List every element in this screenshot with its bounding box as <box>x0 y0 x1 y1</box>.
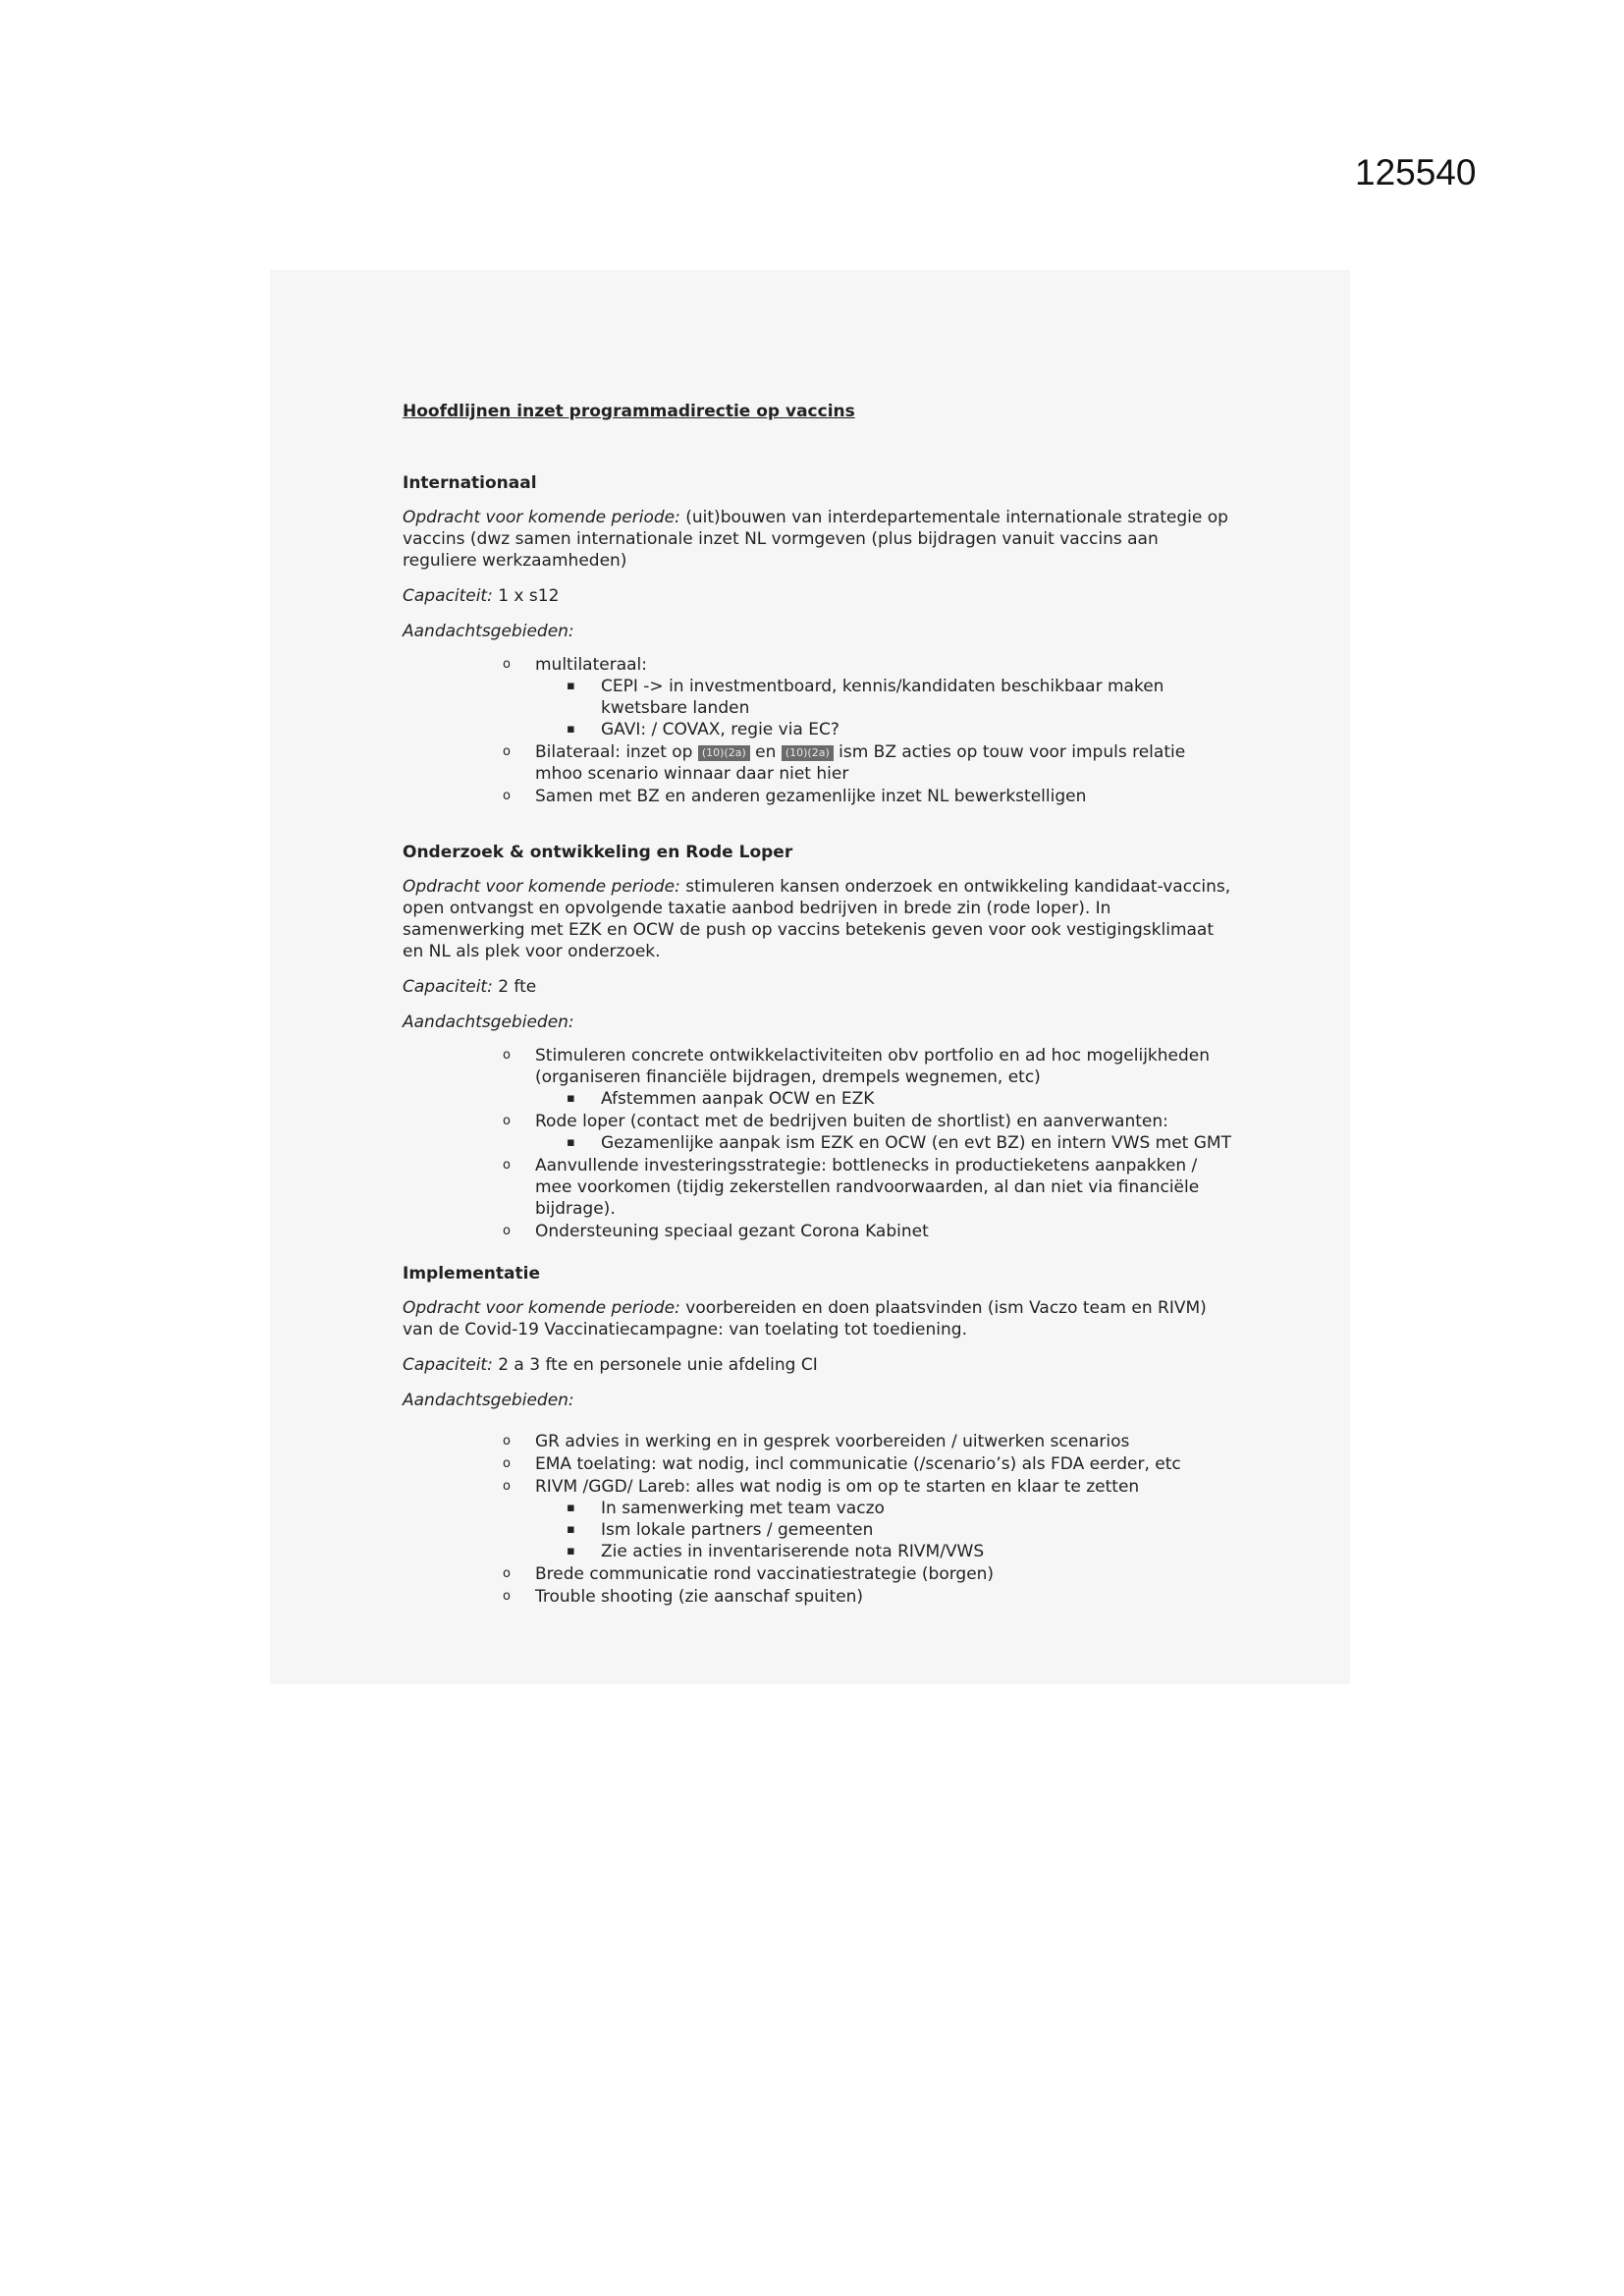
capacity-label: Capaciteit: <box>403 586 493 606</box>
attention-list <box>501 1045 1237 1242</box>
list-item-text: en <box>749 742 782 762</box>
list-item: o Ondersteuning speciaal gezant Corona Kabinet <box>501 1221 1237 1242</box>
list-item: o Brede communicatie rond vaccinatiestrategie (borgen) <box>501 1563 1237 1585</box>
attention-label: Aandachtsgebieden: <box>403 1391 574 1410</box>
sub-list-item: ▪ Afstemmen aanpak OCW en EZK <box>567 1088 1237 1110</box>
capacity-label: Capaciteit: <box>403 977 493 997</box>
section-heading: Internationaal <box>403 473 537 493</box>
list-item <box>501 1111 1237 1154</box>
capacity-text: 1 x s12 <box>492 586 560 606</box>
document-title: Hoofdlijnen inzet programmadirectie op vaccins <box>403 402 855 421</box>
assignment-paragraph <box>403 876 1237 962</box>
section-heading: Onderzoek & ontwikkeling en Rode Loper <box>403 843 793 862</box>
assignment-text: (uit)bouwen van interdepartementale internationale strategie op vaccins (dwz samen internationale inzet NL vormgeven (plus bijdragen vanuit vaccins aan reguliere werkzaamheden) <box>403 508 1228 571</box>
attention-label: Aandachtsgebieden: <box>403 622 574 641</box>
list-item-text: ism BZ acties op touw voor impuls relatie mhoo scenario winnaar daar niet hier <box>535 742 1186 784</box>
sub-list <box>567 1132 1237 1154</box>
assignment-text: voorbereiden en doen plaatsvinden (ism Vaczo team en RIVM) van de Covid-19 Vaccinatiecampagne: van toelating tot toediening. <box>403 1298 1207 1339</box>
sub-list-item: ▪ GAVI: / COVAX, regie via EC? <box>567 719 1237 740</box>
sub-list-item: ▪ Ism lokale partners / gemeenten <box>567 1519 1237 1541</box>
list-item: o EMA toelating: wat nodig, incl communicatie (/scenario’s) als FDA eerder, etc <box>501 1453 1237 1475</box>
section-onderzoek-ontwikkeling <box>403 842 1237 1242</box>
sub-list-item: ▪ In samenwerking met team vaczo <box>567 1498 1237 1519</box>
sub-list-item: ▪ CEPI -> in investmentboard, kennis/kandidaten beschikbaar maken kwetsbare landen <box>567 676 1237 719</box>
list-item <box>501 741 1237 785</box>
capacity-paragraph <box>403 585 1237 607</box>
sub-list-item: ▪ Gezamenlijke aanpak ism EZK en OCW (en evt BZ) en intern VWS met GMT <box>567 1132 1237 1154</box>
sub-list <box>567 1498 1237 1562</box>
list-item <box>501 1045 1237 1110</box>
document-number: 125540 <box>1355 152 1477 192</box>
attention-list <box>501 1431 1237 1608</box>
assignment-paragraph <box>403 1297 1237 1340</box>
list-item: o GR advies in werking en in gesprek voorbereiden / uitwerken scenarios <box>501 1431 1237 1452</box>
capacity-label: Capaciteit: <box>403 1355 493 1375</box>
list-item <box>501 654 1237 740</box>
capacity-paragraph <box>403 976 1237 998</box>
list-item: o Samen met BZ en anderen gezamenlijke inzet NL bewerkstelligen <box>501 786 1237 807</box>
list-item: o Trouble shooting (zie aanschaf spuiten) <box>501 1586 1237 1608</box>
redaction-mark: (10)(2a) <box>782 745 834 761</box>
list-item-text: RIVM /GGD/ Lareb: alles wat nodig is om op te starten en klaar te zetten <box>535 1477 1140 1497</box>
sub-list <box>567 1088 1237 1110</box>
list-item-text: Stimuleren concrete ontwikkelactiviteiten obv portfolio en ad hoc mogelijkheden (organiseren financiële bijdragen, drempels wegnemen, etc) <box>535 1046 1211 1087</box>
capacity-paragraph <box>403 1354 1237 1376</box>
list-item-text: Rode loper (contact met de bedrijven buiten de shortlist) en aanverwanten: <box>535 1112 1168 1131</box>
attention-list <box>501 654 1237 807</box>
assignment-text: stimuleren kansen onderzoek en ontwikkeling kandidaat-vaccins, open ontvangst en opvolgende taxatie aanbod bedrijven in brede zin (rode loper). In samenwerking met EZK en OCW de push op vaccins betekenis geven voor ook vestigingsklimaat en NL als plek voor onderzoek. <box>403 877 1231 961</box>
capacity-text: 2 fte <box>492 977 537 997</box>
capacity-text: 2 a 3 fte en personele unie afdeling CI <box>492 1355 818 1375</box>
list-item: o Aanvullende investeringsstrategie: bottlenecks in productieketens aanpakken / mee voorkomen (tijdig zekerstellen randvoorwaarden, al dan niet via financiële bijdrage). <box>501 1155 1237 1220</box>
assignment-paragraph <box>403 507 1237 572</box>
section-internationaal <box>403 472 1237 807</box>
list-item-text: multilateraal: <box>535 655 647 675</box>
list-item <box>501 1476 1237 1562</box>
redaction-mark: (10)(2a) <box>698 745 750 761</box>
document-body <box>403 401 1237 1609</box>
assignment-label: Opdracht voor komende periode: <box>403 508 680 527</box>
section-implementatie <box>403 1263 1237 1608</box>
assignment-label: Opdracht voor komende periode: <box>403 877 680 897</box>
list-item-text: Bilateraal: inzet op <box>535 742 698 762</box>
assignment-label: Opdracht voor komende periode: <box>403 1298 680 1318</box>
attention-label: Aandachtsgebieden: <box>403 1012 574 1032</box>
sub-list-item: ▪ Zie acties in inventariserende nota RIVM/VWS <box>567 1541 1237 1562</box>
sub-list <box>567 676 1237 740</box>
section-heading: Implementatie <box>403 1264 540 1284</box>
